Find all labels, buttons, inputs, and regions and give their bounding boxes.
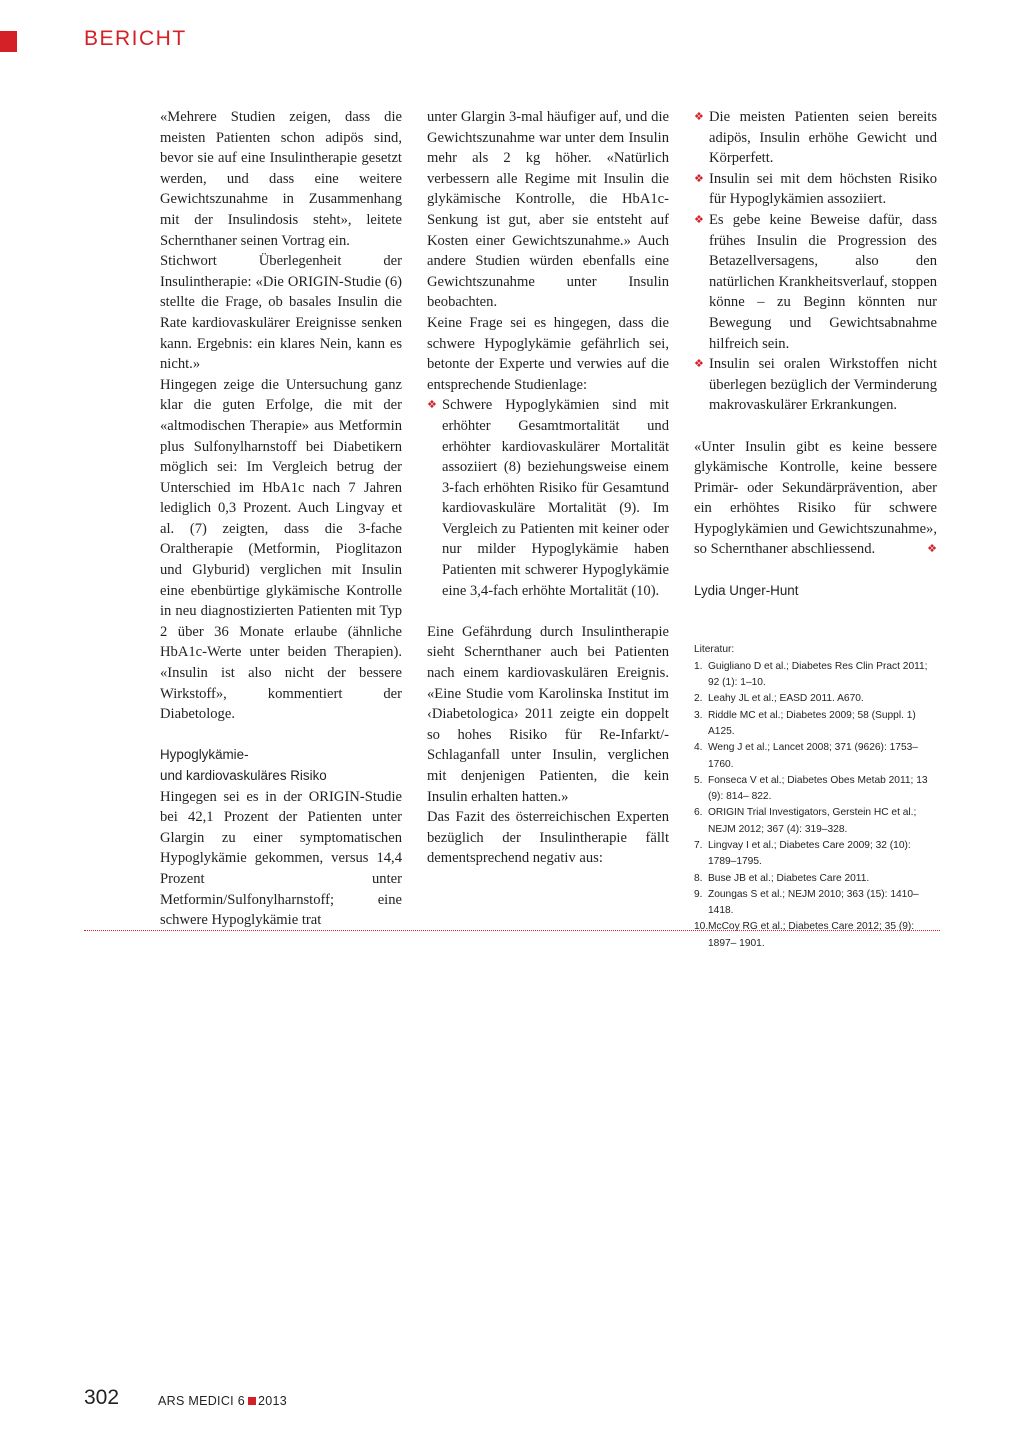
subheading: Hypoglykämie- und kardiovaskuläres Risiko — [160, 747, 327, 783]
paragraph: Hingegen zeige die Untersuchung ganz klar die guten Erfolge, die mit der «altmodischen Therapie» aus Metformin plus Sulfonylharnstoff bei Diabetikern möglich sei: Im Vergleich betrug der Unterschied im HbA1c nach 7 Jahren lediglich 0,3 Prozent. Auch Lingvay et al. (7) zeigten, dass die 3-fache Oraltherapie (Metformin, Pioglitazon und Glyburid) verglichen mit Insulin eine ebenbürtige glykämische Kontrolle in neu diagnostizierten Patienten mit Typ 2 über 36 Monate erlaube (ähnliche HbA1c-Werte unter beiden Therapien). «Insulin ist also nicht der bessere Wirkstoff», kommentiert der Diabetologe. — [160, 376, 402, 723]
reference-item: 5. Fonseca V et al.; Diabetes Obes Metab 2011; 13 (9): 814– 822. — [694, 774, 928, 803]
list-item: ❖ Die meisten Patienten seien bereits adipös, Insulin erhöhe Gewicht und Körperfett. — [694, 109, 937, 167]
reference-item: 9. Zoungas S et al.; NEJM 2010; 363 (15): 1410–1418. — [694, 888, 919, 917]
red-square-separator — [248, 1397, 256, 1405]
paragraph: Eine Gefährdung durch Insulintherapie sieht Schernthaner auch bei Patienten nach einem kardiovaskulären Ereignis. «Eine Studie vom Karolinska Institut im ‹Diabetologica› 2011 zeigte ein doppelt so hohes Risiko für Re-Infarkt/-Schlaganfall unter Insulin, verglichen mit denjenigen Patienten, die kein Insulin erhalten hatten.» — [427, 623, 669, 805]
reference-item: 2. Leahy JL et al.; EASD 2011. A670. — [694, 693, 864, 705]
reference-item: 4. Weng J et al.; Lancet 2008; 371 (9626): 1753–1760. — [694, 742, 918, 770]
red-diamond-bullet-icon: ❖ — [694, 357, 704, 371]
article-column-1 — [160, 107, 402, 931]
article-column-2 — [427, 107, 669, 869]
list-item: ❖ Schwere Hypoglykämien sind mit erhöhter Gesamtmortalität und erhöhter kardiovaskulärer Mortalität assoziiert (8) beziehungsweise einem 3-fach erhöhten Risiko für Gesamtund kardiovaskuläre Mortalität (9). Im Vergleich zu Patienten mit keiner oder nur milder Hypoglykämie haben Patienten mit schwerer Hypoglykämie eine 3,4-fach erhöhte Mortalität (10). — [427, 397, 669, 599]
red-diamond-bullet-icon: ❖ — [694, 212, 704, 226]
dotted-divider — [84, 930, 940, 931]
section-label: BERICHT — [84, 27, 187, 50]
reference-item: 10. McCoy RG et al.; Diabetes Care 2012; 35 (9): 1897– 1901. — [694, 921, 915, 949]
red-diamond-end-icon: ❖ — [927, 542, 937, 556]
paragraph: unter Glargin 3-mal häufiger auf, und die Gewichtszunahme war unter dem Insulin mehr als 2 kg höher. «Natürlich verbessern alle Regime mit Insulin die glykämische Kontrolle, die HbA1c-Senkung ist gut, aber sie entsteht auf Kosten einer Gewichtszunahme.» Auch andere Studien würden ebenfalls eine Gewichtszunahme unter Insulin beobachten. — [427, 109, 669, 311]
paragraph: Hingegen sei es in der ORIGIN-Studie bei 42,1 Prozent der Patienten unter Glargin zu einer symptomatischen Hypoglykämie gekommen, versus 14,4 Prozent unter Metformin/Sulfonylharnstoff; eine schwere Hypoglykämie trat — [160, 788, 402, 929]
red-diamond-bullet-icon: ❖ — [694, 110, 704, 123]
red-diamond-bullet-icon: ❖ — [694, 171, 704, 185]
page-number: 302 — [84, 1386, 120, 1409]
journal-issue: ARS MEDICI 6 2013 — [158, 1394, 287, 1408]
article-column-3 — [694, 107, 937, 952]
author-name: Lydia Unger-Hunt — [694, 582, 799, 598]
closing-paragraph: «Unter Insulin gibt es keine bessere glykämische Kontrolle, keine bessere Primär- oder Sekundärprävention, aber ein erhöhtes Risiko für schwere Hypoglykämien und Gewichtszunahme», so Schernthaner abschliessend. ❖ — [694, 437, 937, 561]
list-item: ❖ Es gebe keine Beweise dafür, dass frühes Insulin die Progression des Betazellversagens, also den natürlichen Krankheitsverlauf, stoppen könne – zu Beginn könnten nur Bewegung und Gewichtsabnahme hilfreich sein. — [694, 211, 937, 352]
list-item: ❖ Insulin sei mit dem höchsten Risiko für Hypoglykämien assoziiert. — [694, 170, 937, 208]
reference-item: 8. Buse JB et al.; Diabetes Care 2011. — [694, 872, 870, 884]
bullet-list — [427, 395, 669, 601]
red-diamond-bullet-icon: ❖ — [427, 398, 437, 412]
literature-title: Literatur: — [694, 644, 735, 656]
reference-item: 3. Riddle MC et al.; Diabetes 2009; 58 (Suppl. 1) A125. — [694, 709, 916, 737]
paragraph: Das Fazit des österreichischen Experten bezüglich der Insulintherapie fällt dementsprechend negativ aus: — [427, 809, 669, 867]
paragraph: Keine Frage sei es hingegen, dass die schwere Hypoglykämie gefährlich sei, betonte der Experte und verwies auf die entsprechende Studienlage: — [427, 314, 669, 393]
literature-list — [694, 642, 937, 952]
paragraph: Stichwort Überlegenheit der Insulintherapie: «Die ORIGIN-Studie (6) stellte die Frage, ob basales Insulin die Rate kardiovaskulärer Ereignisse senken kann. Ergebnis: ein klares Nein, kann es nicht.» — [160, 253, 402, 373]
reference-item: 6. ORIGIN Trial Investigators, Gerstein HC et al.; NEJM 2012; 367 (4): 319–328. — [694, 807, 917, 835]
reference-item: 7. Lingvay I et al.; Diabetes Care 2009; 32 (10): 1789–1795. — [694, 840, 911, 868]
section-marker — [0, 31, 17, 52]
reference-item: 1. Guigliano D et al.; Diabetes Res Clin Pract 2011; 92 (1): 1–10. — [694, 660, 928, 689]
paragraph: «Mehrere Studien zeigen, dass die meisten Patienten schon adipös sind, bevor sie auf eine Insulintherapie gesetzt werden, und dass eine weitere Gewichtszunahme in Zusammenhang mit der Insulindosis steht», leitete Schernthaner seinen Vortrag ein. — [160, 109, 402, 249]
list-item: ❖ Insulin sei oralen Wirkstoffen nicht überlegen bezüglich der Verminderung makrovaskulärer Erkrankungen. — [694, 356, 937, 414]
bullet-list — [694, 107, 937, 416]
